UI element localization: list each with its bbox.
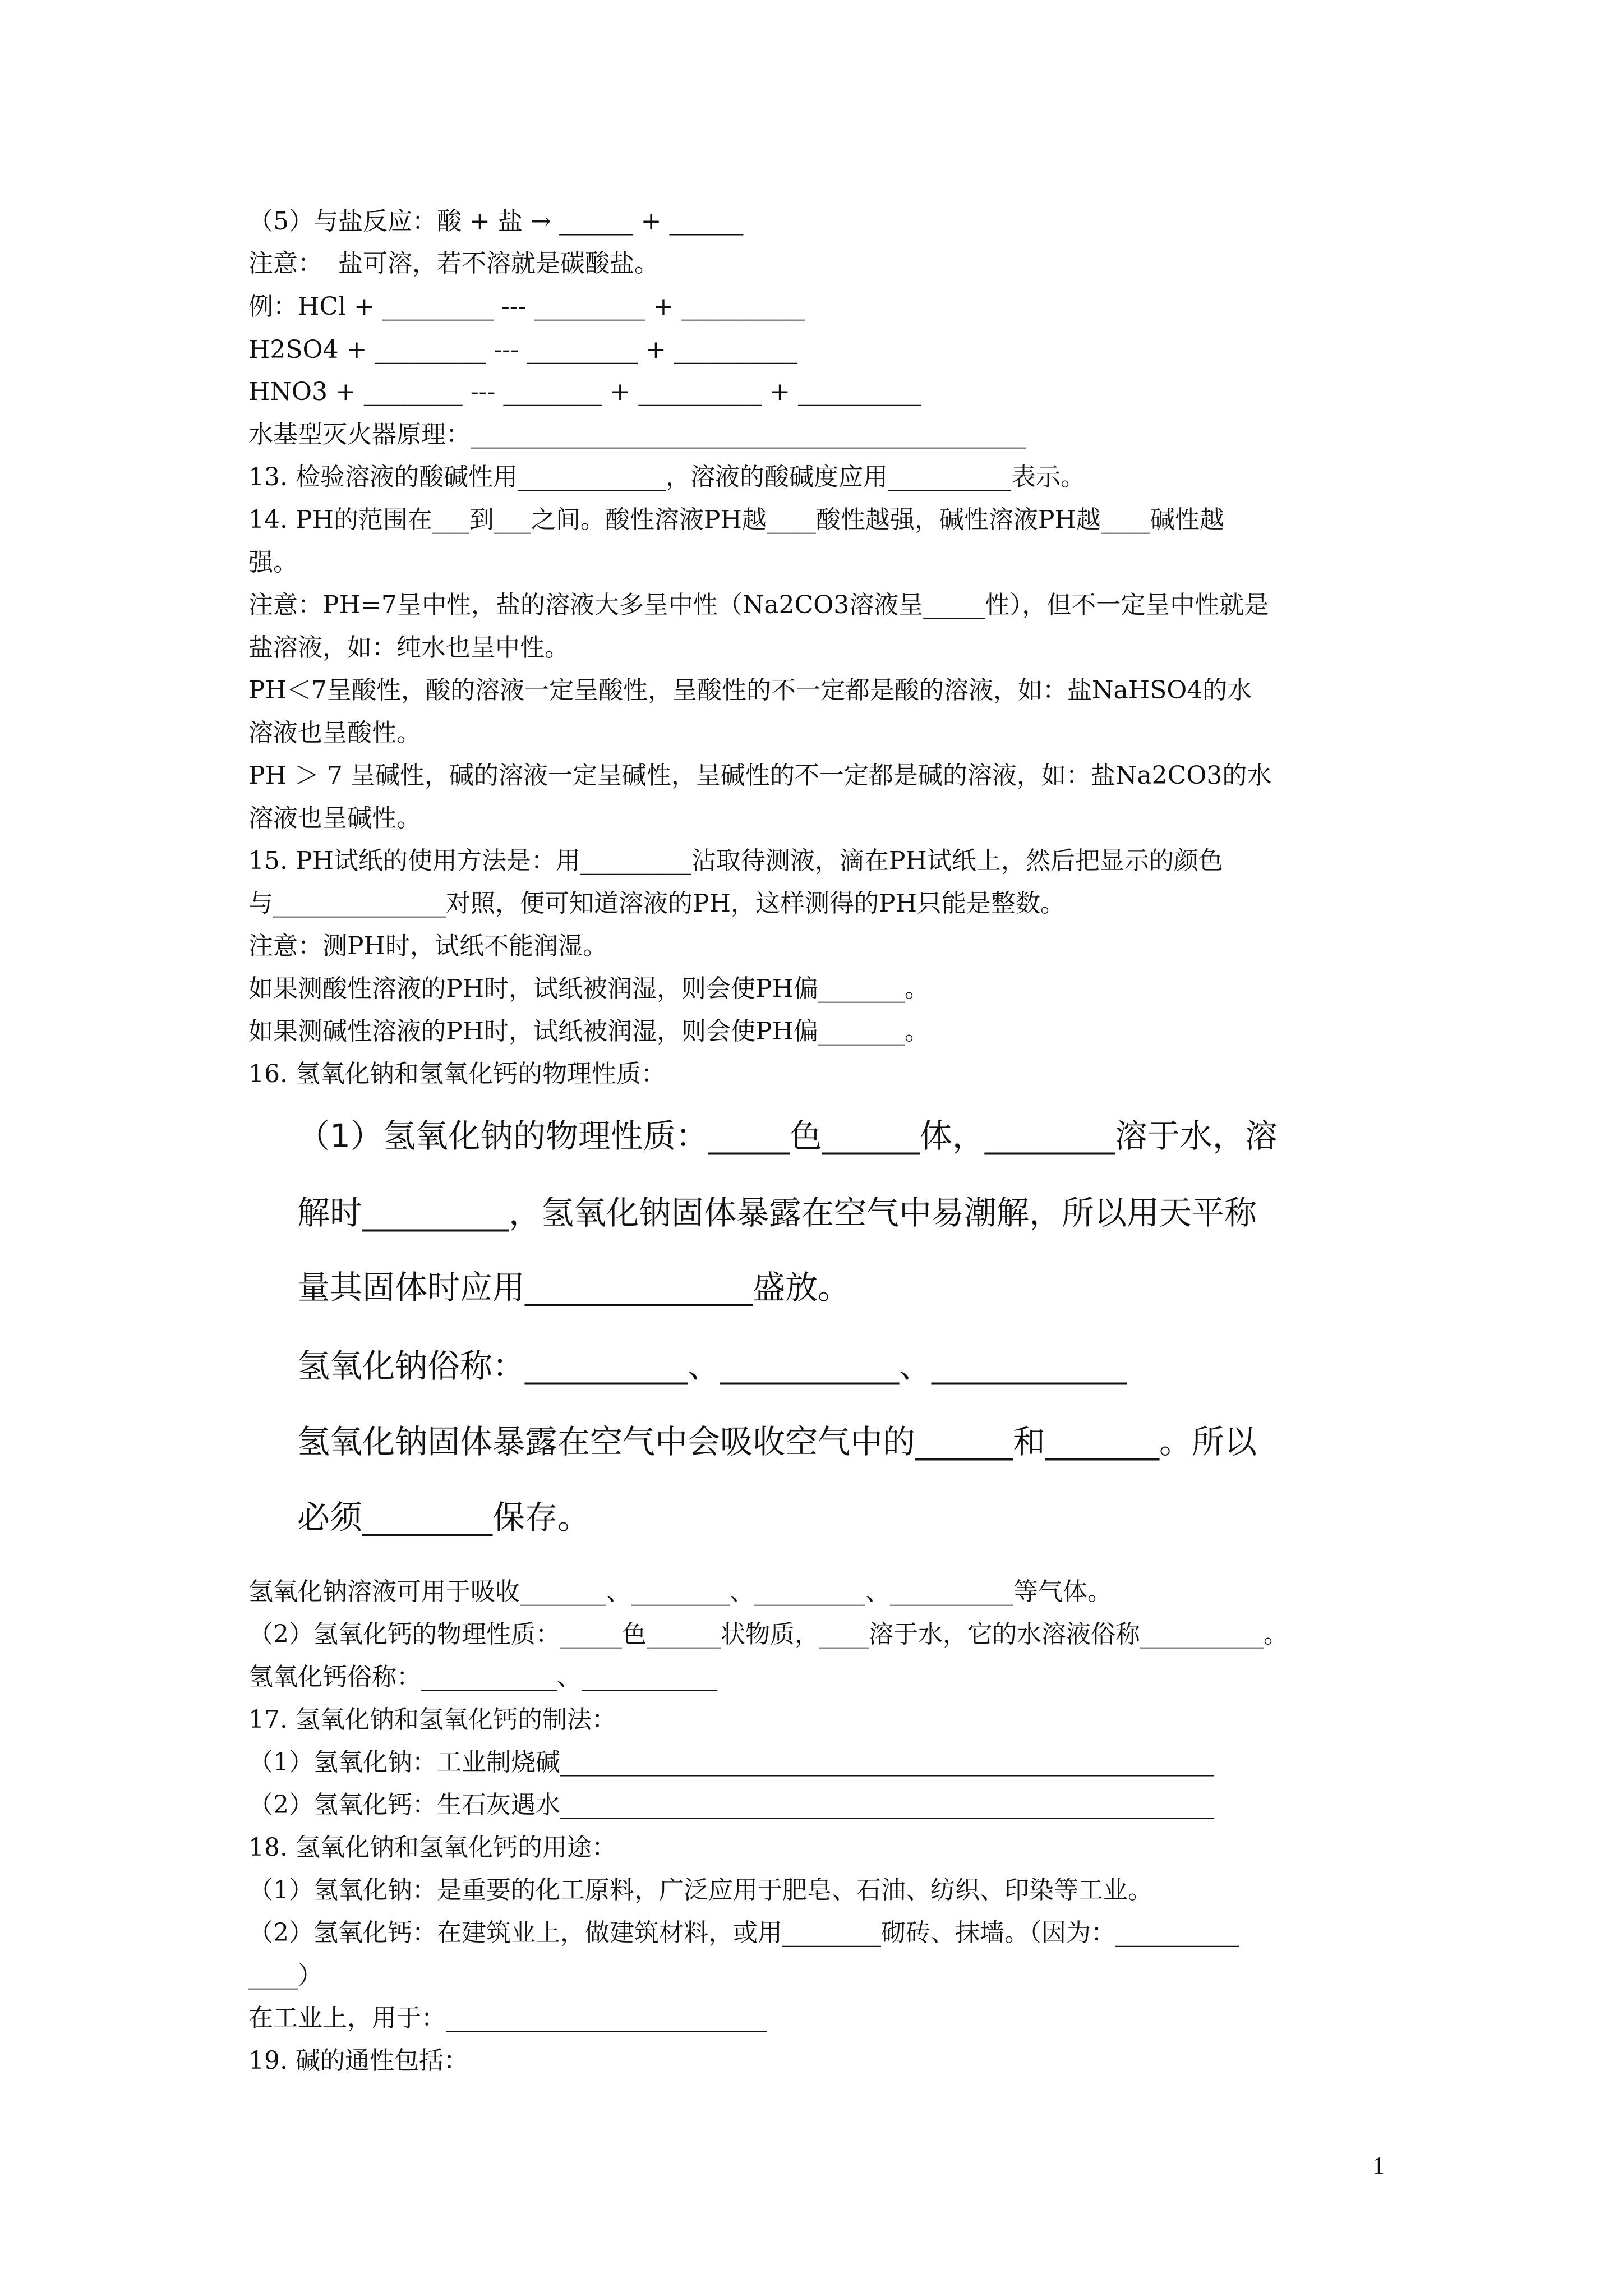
text-line: 强。 [248, 548, 298, 577]
text-line: 注意： 盐可溶，若不溶就是碳酸盐。 [248, 249, 659, 278]
text-line: 例：HCl + _________ --- _________ + __________ [248, 292, 805, 321]
text-line: 17. 氢氧化钠和氢氧化钙的制法： [248, 1705, 616, 1734]
text-line: 溶液也呈碱性。 [248, 804, 421, 832]
text-line: HNO3 + ________ --- ________ + __________ + __________ [248, 378, 922, 406]
text-line: PH＜7呈酸性，酸的溶液一定呈酸性，呈酸性的不一定都是酸的溶液，如：盐NaHSO4的水 [248, 676, 1252, 705]
text-line: H2SO4 + _________ --- _________ + __________ [248, 335, 797, 364]
text-line: （1）氢氧化钠：工业制烧碱_____________________________________________________ [248, 1748, 1214, 1777]
big-text-line: 氢氧化钠俗称：__________、___________、____________ [297, 1347, 1127, 1385]
page-number: 1 [1372, 2152, 1385, 2179]
text-line: 氢氧化钙俗称：___________、___________ [248, 1663, 717, 1691]
text-line: 15. PH试纸的使用方法是：用_________沾取待测液，滴在PH试纸上，然后把显示的颜色 [248, 846, 1223, 875]
text-line: （1）氢氧化钠：是重要的化工原料，广泛应用于肥皂、石油、纺织、印染等工业。 [248, 1876, 1152, 1904]
text-line: 14. PH的范围在___到___之间。酸性溶液PH越____酸性越强，碱性溶液PH越____碱性越 [248, 505, 1224, 534]
text-line: PH ＞ 7 呈碱性，碱的溶液一定呈碱性，呈碱性的不一定都是碱的溶液，如：盐Na2CO3的水 [248, 761, 1272, 790]
text-line: ____） [248, 1961, 322, 1990]
text-line: 18. 氢氧化钠和氢氧化钙的用途： [248, 1833, 616, 1862]
text-line: 注意：PH=7呈中性，盐的溶液大多呈中性（Na2CO3溶液呈_____性），但不一定呈中性就是 [248, 591, 1269, 619]
text-line: 注意：测PH时，试纸不能润湿。 [248, 932, 607, 960]
text-line: 在工业上，用于：__________________________ [248, 2004, 767, 2032]
text-line: 氢氧化钠溶液可用于吸收_______、________、_________、__________等气体。 [248, 1577, 1112, 1606]
text-line: 19. 碱的通性包括： [248, 2046, 468, 2075]
text-line: 16. 氢氧化钠和氢氧化钙的物理性质： [248, 1060, 666, 1088]
text-line: 如果测酸性溶液的PH时，试纸被润湿，则会使PH偏_______。 [248, 974, 929, 1003]
text-line: （2）氢氧化钙的物理性质：_____色______状物质，____溶于水，它的水溶液俗称__________。 [248, 1620, 1288, 1649]
text-line: 溶液也呈酸性。 [248, 719, 421, 747]
text-line: 盐溶液，如：纯水也呈中性。 [248, 633, 569, 662]
text-line: 如果测碱性溶液的PH时，试纸被润湿，则会使PH偏_______。 [248, 1017, 929, 1046]
text-line: （5）与盐反应：酸 + 盐 → ______ + ______ [248, 207, 744, 236]
big-text-line: （1）氢氧化钠的物理性质：_____色______体，________溶于水，溶 [297, 1117, 1278, 1155]
big-text-line: 必须________保存。 [297, 1498, 591, 1536]
text-line: （2）氢氧化钙：在建筑业上，做建筑材料，或用________砌砖、抹墙。（因为：__________ [248, 1918, 1239, 1947]
text-line: 13. 检验溶液的酸碱性用____________，溶液的酸碱度应用__________表示。 [248, 463, 1085, 491]
big-text-line: 量其固体时应用______________盛放。 [297, 1268, 851, 1306]
big-text-line: 氢氧化钠固体暴露在空气中会吸收空气中的______和_______。所以 [297, 1423, 1257, 1461]
text-line: 与______________对照，便可知道溶液的PH，这样测得的PH只能是整数。 [248, 889, 1065, 918]
big-text-line: 解时_________，氢氧化钠固体暴露在空气中易潮解，所以用天平称 [297, 1194, 1257, 1232]
text-line: （2）氢氧化钙：生石灰遇水_____________________________________________________ [248, 1791, 1214, 1819]
text-line: 水基型灭火器原理：_____________________________________________ [248, 420, 1026, 449]
